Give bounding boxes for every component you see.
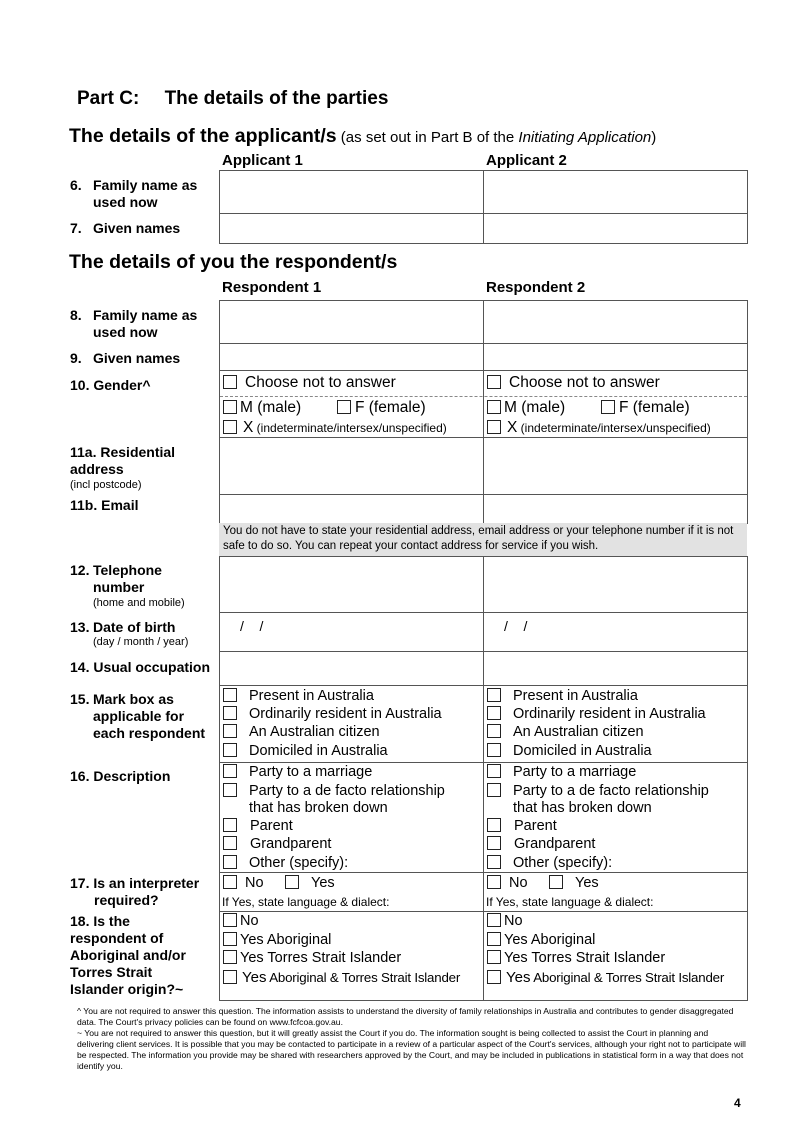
respondent-2-address-field[interactable] bbox=[483, 437, 748, 495]
r1-aboriginal-no-label: No bbox=[240, 913, 259, 929]
checkbox-icon[interactable] bbox=[223, 764, 237, 778]
r1-gender-choose-label: Choose not to answer bbox=[245, 374, 396, 391]
q18-line4: Torres Strait bbox=[70, 964, 153, 980]
respondent-1-family-name-field[interactable] bbox=[219, 300, 484, 344]
checkbox-icon[interactable] bbox=[223, 970, 237, 984]
q15-line3: each respondent bbox=[93, 725, 206, 741]
r1-desc-defacto-option[interactable] bbox=[223, 783, 445, 799]
r1-residency-label: Present in Australia bbox=[249, 688, 374, 704]
r1-residency-option[interactable] bbox=[223, 706, 442, 722]
r1-residency-option[interactable] bbox=[223, 724, 380, 740]
r2-aboriginal-no-option[interactable] bbox=[487, 913, 523, 929]
respondent-1-telephone-field[interactable] bbox=[219, 556, 484, 613]
q7-number: 7. bbox=[70, 220, 82, 236]
r2-gender-f-option[interactable] bbox=[601, 399, 690, 417]
q12-sub: (home and mobile) bbox=[93, 597, 185, 609]
checkbox-icon[interactable] bbox=[487, 764, 501, 778]
applicant-2-header: Applicant 2 bbox=[486, 152, 567, 169]
r1-aboriginal-no-option[interactable] bbox=[223, 913, 259, 929]
r1-gender-f-label: F (female) bbox=[355, 399, 426, 416]
footnote-tilde: ~ You are not required to answer this question, but it will greatly assist the Court if you do. The information sought is being collected to assist the Court in planning and delivering client services. It is possible that you may be contacted to participate in a review of a particular aspect of the Court's services, although your right not to participate will be respected. The information you provide may be shared with researchers approved by the Court, and may be included in publications in statistical form in a way that does not identify you. bbox=[77, 1028, 746, 1071]
checkbox-icon[interactable] bbox=[223, 818, 237, 832]
q18-line3: Aboriginal and/or bbox=[70, 947, 186, 963]
checkbox-icon[interactable] bbox=[487, 818, 501, 832]
checkbox-icon[interactable] bbox=[487, 836, 501, 850]
q18-label bbox=[70, 913, 186, 998]
checkbox-icon[interactable] bbox=[487, 724, 501, 738]
q10-label: 10. Gender^ bbox=[70, 377, 151, 393]
checkbox-icon[interactable] bbox=[487, 400, 501, 414]
footnote-caret: ^ You are not required to answer this question. The information assists to understand the diversity of family relationships in Australia and contributes to gender disaggregated data. The Court's privacy policies can be found on www.fcfcoa.gov.au. bbox=[77, 1006, 734, 1027]
r2-interpreter-ifyes: If Yes, state language & dialect: bbox=[486, 895, 654, 909]
checkbox-icon[interactable] bbox=[487, 783, 501, 797]
q15-line1: Mark box as bbox=[93, 691, 174, 707]
r2-desc-grandparent-option[interactable] bbox=[487, 836, 595, 852]
q6-number: 6. bbox=[70, 177, 82, 193]
applicant-1-header: Applicant 1 bbox=[222, 152, 303, 169]
respondent-2-dob-field[interactable] bbox=[483, 612, 748, 652]
r1-residency-option[interactable] bbox=[223, 688, 374, 704]
r2-residency-option[interactable] bbox=[487, 688, 638, 704]
r1-gender-m-label: M (male) bbox=[240, 399, 302, 416]
r1-aboriginal-yes-option[interactable] bbox=[223, 932, 331, 948]
applicant-1-family-name-field[interactable] bbox=[219, 170, 484, 214]
q14-label: 14. Usual occupation bbox=[70, 659, 211, 675]
checkbox-icon[interactable] bbox=[223, 375, 237, 389]
applicants-heading-title: The details of the applicant/s bbox=[69, 125, 337, 147]
r1-gender-choose-option[interactable] bbox=[223, 374, 396, 392]
r2-interpreter-yes-option[interactable] bbox=[549, 875, 599, 891]
checkbox-icon[interactable] bbox=[223, 950, 237, 964]
checkbox-icon[interactable] bbox=[487, 706, 501, 720]
q13-number: 13. bbox=[70, 619, 90, 635]
respondent-1-email-field[interactable] bbox=[219, 494, 484, 524]
part-heading bbox=[77, 88, 388, 110]
checkbox-icon[interactable] bbox=[223, 875, 237, 889]
r2-desc-marriage-label: Party to a marriage bbox=[513, 764, 637, 780]
r1-desc-other-label: Other (specify): bbox=[249, 855, 349, 871]
q11a-line1: 11a. Residential bbox=[70, 444, 176, 460]
r1-gender-m-option[interactable] bbox=[223, 399, 301, 417]
checkbox-icon[interactable] bbox=[487, 420, 501, 434]
checkbox-icon[interactable] bbox=[487, 375, 501, 389]
r2-desc-parent-option[interactable] bbox=[487, 818, 557, 834]
r2-gender-x-option[interactable] bbox=[487, 419, 711, 437]
part-label: Part C: bbox=[77, 88, 140, 109]
q11a-sub: (incl postcode) bbox=[70, 479, 142, 491]
checkbox-icon[interactable] bbox=[223, 706, 237, 720]
checkbox-icon[interactable] bbox=[223, 688, 237, 702]
q9-number: 9. bbox=[70, 350, 82, 366]
checkbox-icon[interactable] bbox=[337, 400, 351, 414]
respondent-2-telephone-field[interactable] bbox=[483, 556, 748, 613]
respondent-2-family-name-field[interactable] bbox=[483, 300, 748, 344]
q18-line2: respondent of bbox=[70, 930, 164, 946]
checkbox-icon[interactable] bbox=[487, 875, 501, 889]
r2-residency-option[interactable] bbox=[487, 724, 644, 740]
q15-label bbox=[70, 691, 206, 741]
applicant-2-given-names-field[interactable] bbox=[483, 213, 748, 244]
q6-label bbox=[70, 177, 198, 210]
q12-number: 12. bbox=[70, 562, 90, 578]
r2-both-option[interactable] bbox=[487, 969, 724, 986]
checkbox-icon[interactable] bbox=[487, 913, 501, 927]
respondent-2-occupation-field[interactable] bbox=[483, 651, 748, 686]
r2-gender-f-label: F (female) bbox=[619, 399, 690, 416]
checkbox-icon[interactable] bbox=[487, 970, 501, 984]
r2-desc-other-label: Other (specify): bbox=[513, 855, 613, 871]
r1-interpreter-yes-option[interactable] bbox=[285, 875, 335, 891]
r2-both-rest-label: Aboriginal & Torres Strait Islander bbox=[530, 970, 725, 985]
checkbox-icon[interactable] bbox=[487, 688, 501, 702]
r1-both-rest-label: Aboriginal & Torres Strait Islander bbox=[266, 970, 461, 985]
q11b-label: 11b. Email bbox=[70, 497, 139, 513]
r1-residency-option[interactable] bbox=[223, 743, 388, 759]
q17-label bbox=[70, 875, 199, 909]
q8-number: 8. bbox=[70, 307, 82, 323]
r1-desc-defacto-line2: that has broken down bbox=[249, 800, 388, 816]
q18-line1: 18. Is the bbox=[70, 913, 130, 929]
r2-aboriginal-no-label: No bbox=[504, 913, 523, 929]
checkbox-icon[interactable] bbox=[487, 743, 501, 757]
respondent-1-header: Respondent 1 bbox=[222, 279, 322, 296]
checkbox-icon[interactable] bbox=[223, 783, 237, 797]
r2-residency-option[interactable] bbox=[487, 706, 706, 722]
r2-desc-other-option[interactable] bbox=[487, 855, 612, 871]
checkbox-icon[interactable] bbox=[223, 913, 237, 927]
respondent-1-address-field[interactable] bbox=[219, 437, 484, 495]
respondent-2-email-field[interactable] bbox=[483, 494, 748, 524]
r2-interpreter-no-label: No bbox=[509, 875, 528, 891]
r2-aboriginal-yes-option[interactable] bbox=[487, 932, 595, 948]
r2-residency-label: Domiciled in Australia bbox=[513, 743, 652, 759]
q12-label bbox=[70, 562, 185, 609]
checkbox-icon[interactable] bbox=[223, 932, 237, 946]
r1-residency-label: Ordinarily resident in Australia bbox=[249, 706, 442, 722]
q16-label: 16. Description bbox=[70, 768, 171, 784]
q8-line2: used now bbox=[93, 324, 158, 340]
q13-label bbox=[70, 619, 189, 648]
r2-aboriginal-yes-label: Yes Aboriginal bbox=[504, 932, 596, 948]
q12-line2: number bbox=[93, 579, 145, 595]
checkbox-icon[interactable] bbox=[223, 855, 237, 869]
r2-residency-option[interactable] bbox=[487, 743, 652, 759]
r2-gender-x-label: X bbox=[507, 419, 518, 436]
r2-desc-grandparent-label: Grandparent bbox=[514, 836, 596, 852]
q18-line5: Islander origin?~ bbox=[70, 981, 184, 997]
applicant-1-given-names-field[interactable] bbox=[219, 213, 484, 244]
part-title: The details of the parties bbox=[164, 88, 389, 109]
q17-line2: required? bbox=[94, 892, 159, 908]
r2-desc-defacto-option[interactable] bbox=[487, 783, 709, 799]
q9-label bbox=[70, 350, 181, 367]
r2-desc-parent-label: Parent bbox=[514, 818, 557, 834]
r2-torres-option[interactable] bbox=[487, 950, 665, 966]
q11a-line2: address bbox=[70, 461, 124, 477]
checkbox-icon[interactable] bbox=[223, 836, 237, 850]
applicants-heading-italic: Initiating Application bbox=[518, 129, 652, 146]
r1-residency-label: An Australian citizen bbox=[249, 724, 380, 740]
r1-interpreter-yes-label: Yes bbox=[311, 875, 335, 891]
r1-torres-label: Yes Torres Strait Islander bbox=[240, 950, 402, 966]
privacy-note: You do not have to state your residential address, email address or your telephone number if it is not safe to do so. You can repeat your contact address for service if you wish. bbox=[219, 523, 747, 556]
r2-residency-label: Ordinarily resident in Australia bbox=[513, 706, 706, 722]
r1-interpreter-no-option[interactable] bbox=[223, 875, 264, 891]
r1-desc-marriage-option[interactable] bbox=[223, 764, 372, 780]
r1-both-option[interactable] bbox=[223, 969, 460, 986]
q17-line1: 17. Is an interpreter bbox=[70, 875, 200, 891]
respondents-heading: The details of you the respondent/s bbox=[69, 251, 398, 273]
r2-gender-x-detail: (indeterminate/intersex/unspecified) bbox=[517, 421, 711, 435]
respondent-1-dob-field[interactable] bbox=[219, 612, 484, 652]
respondent-2-given-names-field[interactable] bbox=[483, 343, 748, 371]
r1-residency-label: Domiciled in Australia bbox=[249, 743, 388, 759]
r2-desc-defacto-line2: that has broken down bbox=[513, 800, 652, 816]
r1-torres-option[interactable] bbox=[223, 950, 401, 966]
checkbox-icon[interactable] bbox=[285, 875, 299, 889]
r2-interpreter-no-option[interactable] bbox=[487, 875, 528, 891]
q8-line1: Family name as bbox=[93, 307, 198, 323]
r2-both-yes-label: Yes bbox=[506, 969, 531, 986]
r2-dob-slashes: / / bbox=[504, 618, 528, 634]
checkbox-icon[interactable] bbox=[487, 932, 501, 946]
r1-both-yes-label: Yes bbox=[242, 969, 267, 986]
q12-line1: Telephone bbox=[93, 562, 162, 578]
checkbox-icon[interactable] bbox=[601, 400, 615, 414]
page-number: 4 bbox=[734, 1096, 741, 1110]
checkbox-icon[interactable] bbox=[223, 743, 237, 757]
q9-text: Given names bbox=[93, 350, 181, 366]
checkbox-icon[interactable] bbox=[487, 950, 501, 964]
q13-sub: (day / month / year) bbox=[93, 636, 189, 648]
r1-desc-parent-label: Parent bbox=[250, 818, 293, 834]
r2-gender-m-option[interactable] bbox=[487, 399, 565, 417]
applicants-heading bbox=[69, 125, 656, 148]
checkbox-icon[interactable] bbox=[487, 855, 501, 869]
q6-line1: Family name as bbox=[93, 177, 198, 193]
q6-line2: used now bbox=[93, 194, 158, 210]
applicants-heading-end: ) bbox=[651, 129, 657, 146]
r2-torres-label: Yes Torres Strait Islander bbox=[504, 950, 666, 966]
checkbox-icon[interactable] bbox=[223, 724, 237, 738]
r1-gender-x-detail: (indeterminate/intersex/unspecified) bbox=[253, 421, 447, 435]
checkbox-icon[interactable] bbox=[549, 875, 563, 889]
r1-interpreter-ifyes: If Yes, state language & dialect: bbox=[222, 895, 390, 909]
respondent-1-given-names-field[interactable] bbox=[219, 343, 484, 371]
checkbox-icon[interactable] bbox=[223, 420, 237, 434]
r1-desc-grandparent-option[interactable] bbox=[223, 836, 331, 852]
q7-text: Given names bbox=[93, 220, 181, 236]
r2-desc-marriage-option[interactable] bbox=[487, 764, 636, 780]
r2-gender-choose-label: Choose not to answer bbox=[509, 374, 660, 391]
q13-text: Date of birth bbox=[93, 619, 176, 635]
q15-number: 15. bbox=[70, 691, 90, 707]
r2-gender-m-label: M (male) bbox=[504, 399, 566, 416]
r1-dob-slashes: / / bbox=[240, 618, 264, 634]
checkbox-icon[interactable] bbox=[223, 400, 237, 414]
r1-desc-parent-option[interactable] bbox=[223, 818, 293, 834]
r1-desc-marriage-label: Party to a marriage bbox=[249, 764, 373, 780]
r1-desc-defacto-label: Party to a de facto relationship bbox=[249, 783, 445, 799]
r1-gender-x-option[interactable] bbox=[223, 419, 447, 437]
r2-interpreter-yes-label: Yes bbox=[575, 875, 599, 891]
r2-desc-defacto-label: Party to a de facto relationship bbox=[513, 783, 709, 799]
r1-desc-other-option[interactable] bbox=[223, 855, 348, 871]
r1-desc-grandparent-label: Grandparent bbox=[250, 836, 332, 852]
r2-gender-choose-option[interactable] bbox=[487, 374, 660, 392]
r1-interpreter-no-label: No bbox=[245, 875, 264, 891]
r1-gender-x-label: X bbox=[243, 419, 254, 436]
q7-label bbox=[70, 220, 181, 237]
r2-residency-label: An Australian citizen bbox=[513, 724, 644, 740]
r1-gender-f-option[interactable] bbox=[337, 399, 426, 417]
applicants-heading-suffix: (as set out in Part B of the bbox=[336, 129, 519, 146]
applicant-2-family-name-field[interactable] bbox=[483, 170, 748, 214]
r1-aboriginal-yes-label: Yes Aboriginal bbox=[240, 932, 332, 948]
r2-residency-label: Present in Australia bbox=[513, 688, 638, 704]
q11a-label bbox=[70, 444, 175, 492]
respondent-2-header: Respondent 2 bbox=[486, 279, 586, 296]
q15-line2: applicable for bbox=[93, 708, 185, 724]
respondent-1-occupation-field[interactable] bbox=[219, 651, 484, 686]
gender-divider bbox=[220, 396, 747, 397]
q8-label bbox=[70, 307, 198, 340]
